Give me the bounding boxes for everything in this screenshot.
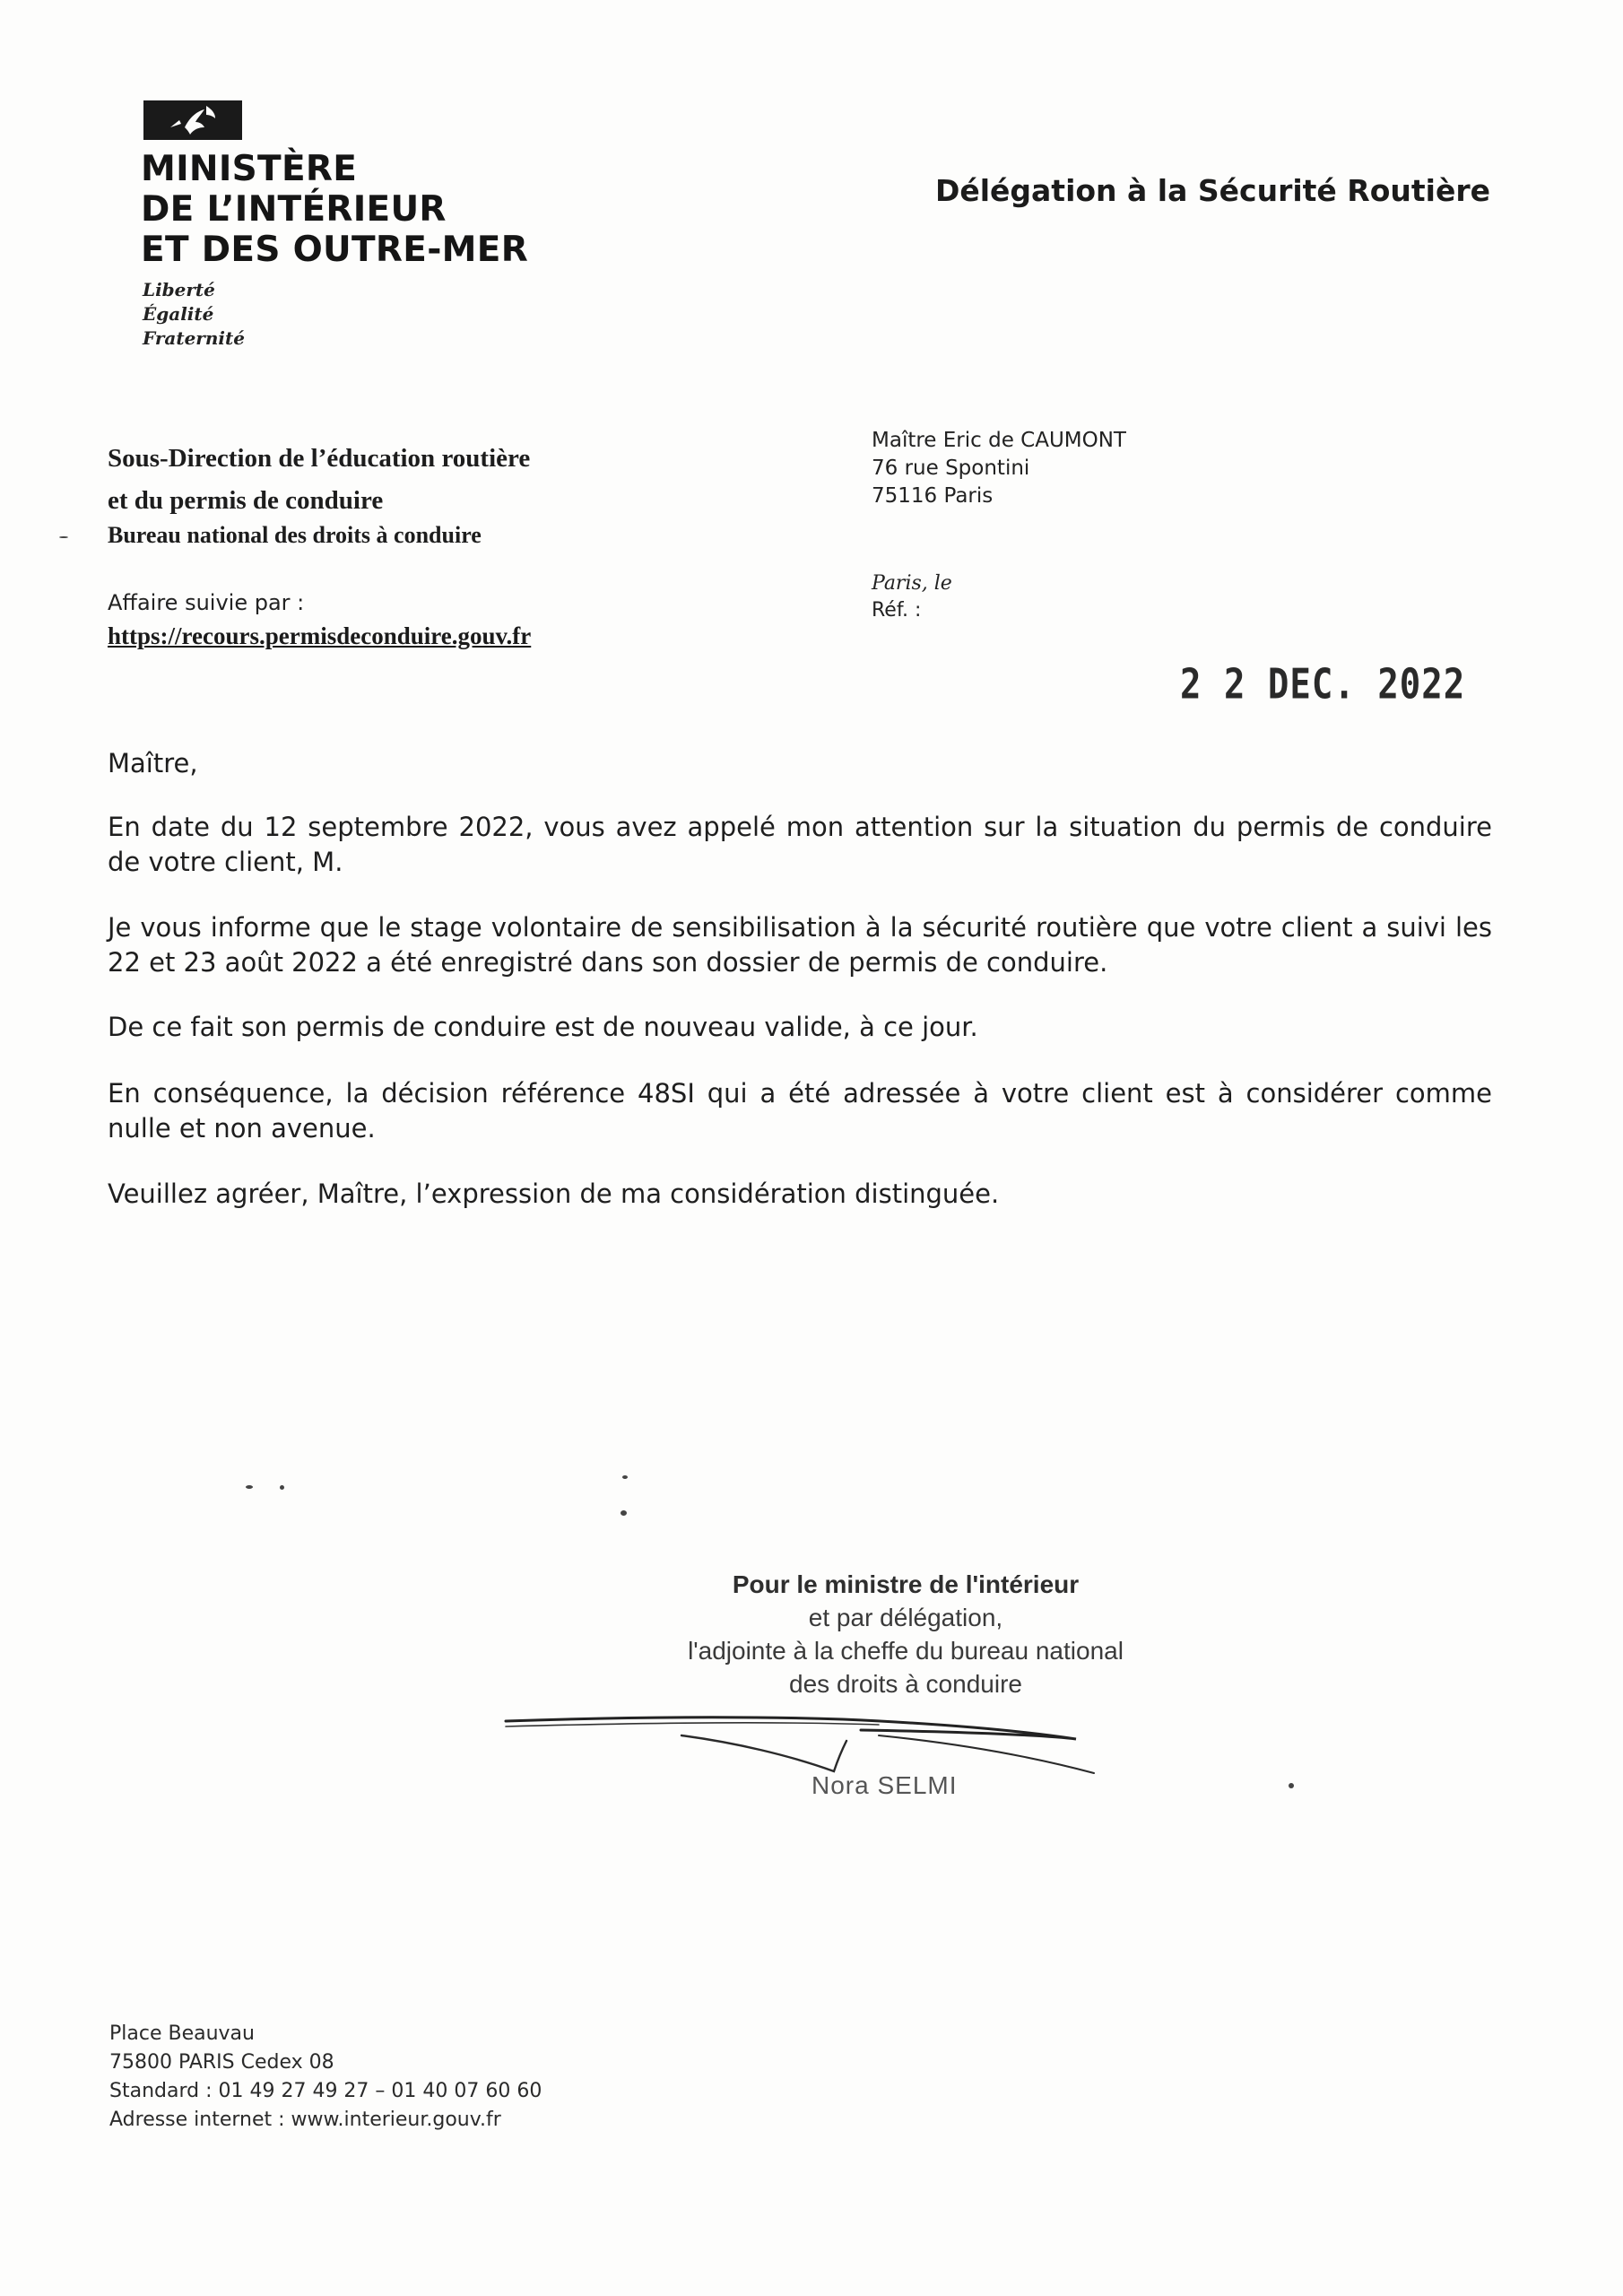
signature-stamp — [628, 1568, 1184, 1700]
paragraph-1: En date du 12 septembre 2022, vous avez appelé mon attention sur la situation du permis de conduire de votre client, M. — [108, 812, 1492, 877]
scan-speck — [246, 1485, 253, 1489]
paragraph-4: En conséquence, la décision référence 48SI qui a été adressée à votre client est à considérer comme nulle et non avenue. — [108, 1078, 1492, 1144]
ministry-line-1: MINISTÈRE — [141, 149, 358, 189]
motto-egalite: Égalité — [143, 303, 214, 325]
scan-speck — [280, 1485, 284, 1490]
footer-line-1: Place Beauvau — [109, 2022, 255, 2045]
ministry-line-3: ET DES OUTRE-MER — [141, 230, 529, 270]
recipient-name: Maître Eric de CAUMONT — [872, 429, 1126, 452]
service-line-2: et du permis de conduire — [108, 486, 384, 515]
recipient-street: 76 rue Spontini — [872, 457, 1030, 480]
service-line-1: Sous-Direction de l’éducation routière — [108, 444, 531, 473]
ministry-line-2: DE L’INTÉRIEUR — [141, 189, 447, 230]
place-date-label: Paris, le — [872, 572, 952, 595]
handwritten-signature-icon — [502, 1709, 1112, 1789]
signer-name: Nora SELMI — [812, 1771, 958, 1799]
recipient-address — [872, 427, 1126, 510]
marianne-logo-icon — [143, 100, 242, 140]
date-stamp: 2 2 DEC. 2022 — [1180, 661, 1466, 709]
paragraph-3: De ce fait son permis de conduire est de nouveau valide, à ce jour. — [108, 1012, 978, 1042]
scan-speck — [622, 1475, 628, 1479]
recours-link[interactable]: https://recours.permisdeconduire.gouv.fr — [108, 622, 532, 649]
signature-line-4: des droits à conduire — [789, 1670, 1022, 1698]
reference-label: Réf. : — [872, 599, 922, 622]
scan-speck — [621, 1510, 627, 1516]
footer-line-4: Adresse internet : www.interieur.gouv.fr — [109, 2109, 501, 2131]
footer-line-2: 75800 PARIS Cedex 08 — [109, 2051, 334, 2074]
salutation: Maître, — [108, 748, 198, 778]
scan-speck — [1289, 1783, 1294, 1788]
footer-line-3: Standard : 01 49 27 49 27 – 01 40 07 60 60 — [109, 2080, 542, 2102]
scan-speck — [59, 536, 68, 538]
motto-liberte: Liberté — [143, 279, 215, 300]
sender-bureau: Bureau national des droits à conduire — [108, 522, 482, 548]
signature-line-1: Pour le ministre de l'intérieur — [732, 1570, 1080, 1598]
recipient-city: 75116 Paris — [872, 484, 994, 508]
sender-service — [108, 438, 530, 522]
footer-address — [109, 2020, 542, 2135]
ministry-name — [141, 149, 528, 270]
republic-motto — [143, 278, 245, 351]
signature-line-2: et par délégation, — [808, 1604, 1003, 1631]
delegation-title: Délégation à la Sécurité Routière — [934, 173, 1490, 208]
signature-line-3: l'adjointe à la cheffe du bureau national — [688, 1637, 1124, 1665]
paragraph-2: Je vous informe que le stage volontaire de sensibilisation à la sécurité routière que votre client a suivi les 22 et 23 août 2022 a été enregistré dans son dossier de permis de conduire. — [108, 912, 1492, 978]
affaire-label: Affaire suivie par : — [108, 590, 305, 615]
closing-formula: Veuillez agréer, Maître, l’expression de ma considération distinguée. — [108, 1178, 1000, 1209]
motto-fraternite: Fraternité — [143, 327, 245, 349]
